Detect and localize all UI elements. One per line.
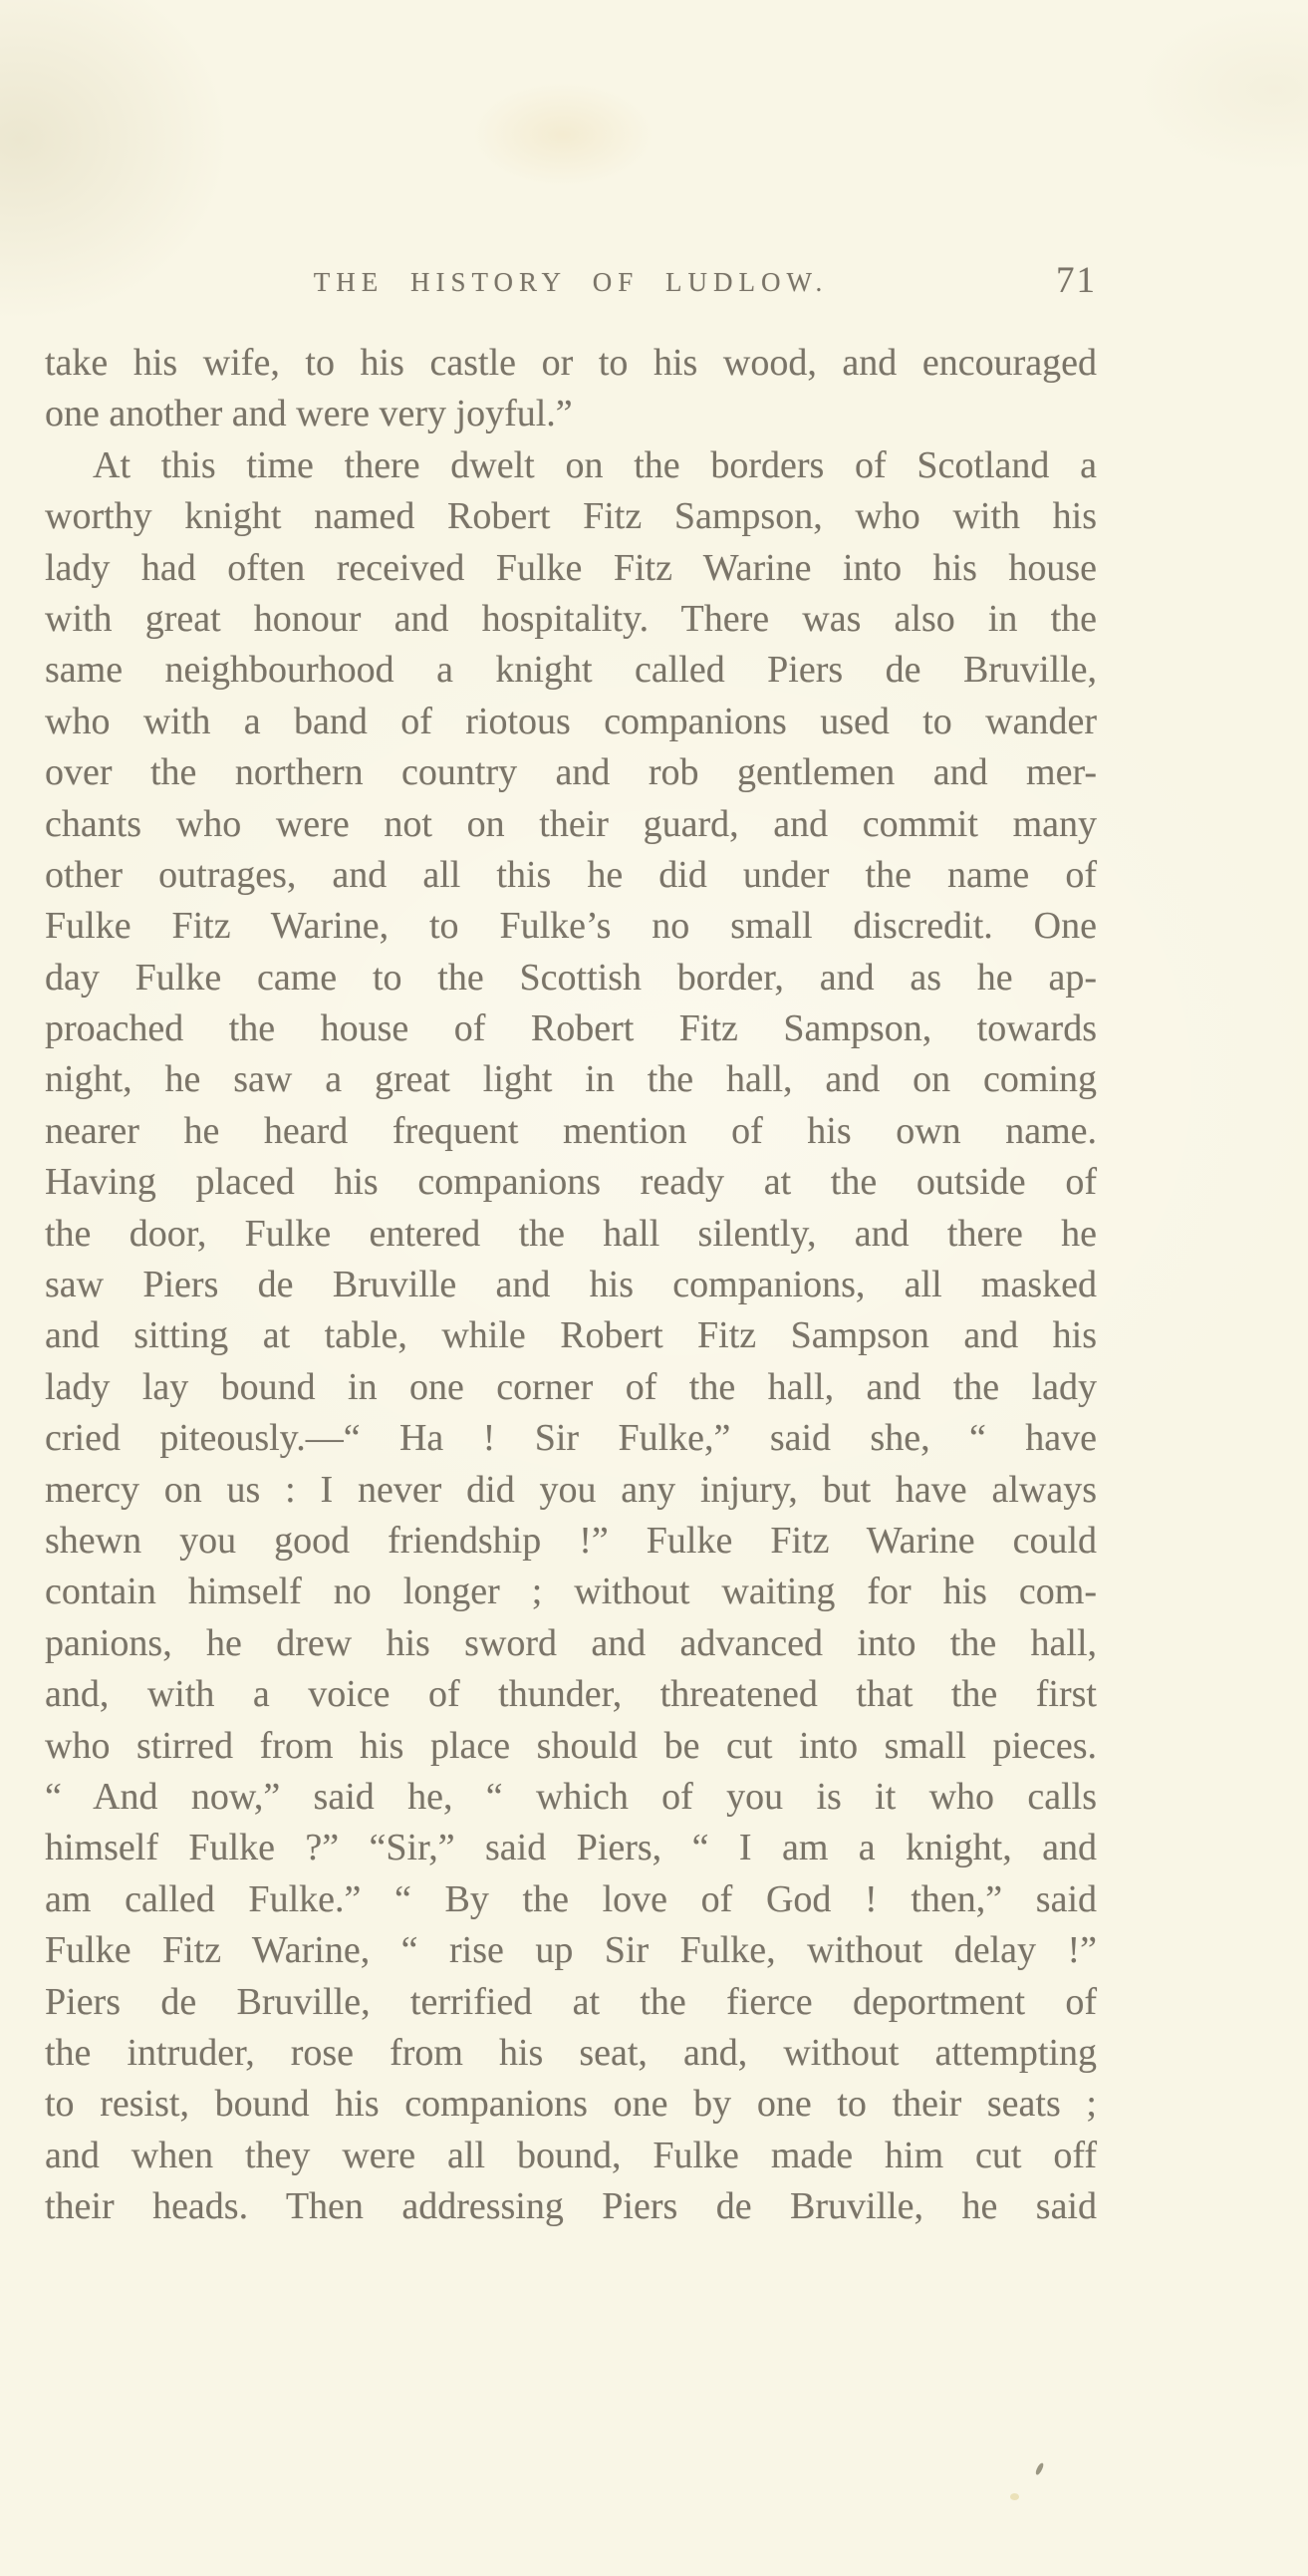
text-line: lady lay bound in one corner of the hall, and the lady [45,1365,1097,1408]
ink-speck [1035,2462,1045,2476]
text-line: “ And now,” said he, “ which of you is it who calls [45,1775,1097,1818]
text-line: chants who were not on their guard, and commit many [45,802,1097,845]
text-line: their heads. Then addressing Piers de Bruville, he said [45,2185,1097,2228]
text-line: Fulke Fitz Warine, to Fulke’s no small discredit. One [45,905,1097,948]
text-line: take his wife, to his castle or to his wood, and encouraged [45,342,1097,384]
page-number: 71 [1056,260,1097,301]
text-line: Having placed his companions ready at the outside of [45,1161,1097,1204]
text-line: shewn you good friendship !” Fulke Fitz Warine could [45,1519,1097,1562]
text-line: panions, he drew his sword and advanced into the hall, [45,1621,1097,1664]
text-line: am called Fulke.” “ By the love of God ! then,” said [45,1877,1097,1920]
text-line: day Fulke came to the Scottish border, and as he ap- [45,956,1097,999]
text-line: to resist, bound his companions one by one to their seats ; [45,2083,1097,2126]
text-line: Fulke Fitz Warine, “ rise up Sir Fulke, without delay !” [45,1929,1097,1972]
text-line: one another and were very joyful.” [45,393,573,435]
running-header [45,260,1097,307]
text-line: with great honour and hospitality. There was also in the [45,597,1097,640]
text-line: the door, Fulke entered the hall silently, and there he [45,1212,1097,1255]
text-line: contain himself no longer ; without waiting for his com- [45,1571,1097,1613]
text-line: same neighbourhood a knight called Piers de Bruville, [45,649,1097,692]
text-line: who with a band of riotous companions used to wander [45,700,1097,742]
text-line: the intruder, rose from his seat, and, without attempting [45,2031,1097,2074]
paper-fleck [1010,2493,1019,2500]
text-line: who stirred from his place should be cut into small pieces. [45,1724,1097,1767]
text-line: lady had often received Fulke Fitz Warine into his house [45,546,1097,589]
text-line: other outrages, and all this he did under the name of [45,853,1097,896]
text-line: At this time there dwelt on the borders of Scotland a [93,443,1097,486]
text-line: worthy knight named Robert Fitz Sampson, who with his [45,495,1097,538]
text-line: and sitting at table, while Robert Fitz Sampson and his [45,1314,1097,1357]
text-line: over the northern country and rob gentlemen and mer- [45,751,1097,794]
text-line: himself Fulke ?” “Sir,” said Piers, “ I am a knight, and [45,1827,1097,1869]
text-line: cried piteously.—“ Ha ! Sir Fulke,” said she, “ have [45,1417,1097,1460]
body-text [45,338,1097,2232]
text-line: Piers de Bruville, terrified at the fierce deportment of [45,1980,1097,2023]
text-line: and, with a voice of thunder, threatened that the first [45,1673,1097,1716]
text-line: night, he saw a great light in the hall, and on coming [45,1058,1097,1101]
text-line: and when they were all bound, Fulke made him cut off [45,2134,1097,2176]
header-title: THE HISTORY OF LUDLOW. [313,267,829,297]
text-line: proached the house of Robert Fitz Sampson, towards [45,1007,1097,1050]
text-line: nearer he heard frequent mention of his own name. [45,1109,1097,1152]
text-line: mercy on us : I never did you any injury, but have always [45,1468,1097,1511]
text-line: saw Piers de Bruville and his companions, all masked [45,1264,1097,1306]
